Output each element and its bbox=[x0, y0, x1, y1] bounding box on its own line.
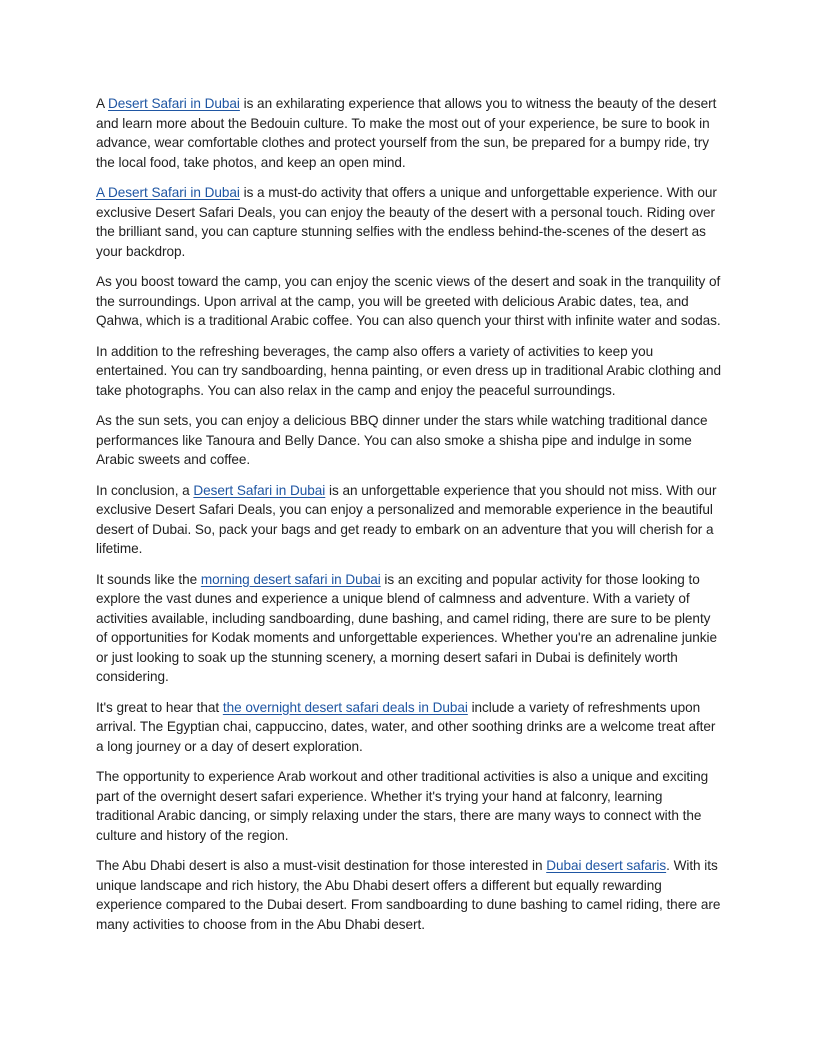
paragraph-abu-dhabi bbox=[96, 856, 722, 934]
paragraph-text: is an unforgettable experience that you should not miss. With our exclusive Desert Safari Deals, you can enjoy a personalized and memorable experience in the beautiful desert of Dubai. So, pack your bags and get ready to embark on an adventure that you will cherish for a lifetime. bbox=[96, 482, 717, 556]
paragraph-text: is an exciting and popular activity for those looking to explore the vast dunes and experience a unique blend of calmness and adventure. With a variety of activities available, including sandboarding, dune bashing, and camel riding, there are sure to be plenty of opportunities for Kodak moments and unforgettable experiences. Whether you're an adrenaline junkie or just looking to soak up the stunning scenery, a morning desert safari in Dubai is definitely worth considering. bbox=[96, 571, 717, 684]
paragraph-text: It's great to hear that bbox=[96, 699, 223, 715]
paragraph-must-do bbox=[96, 183, 722, 261]
paragraph-text: The Abu Dhabi desert is also a must-visit destination for those interested in bbox=[96, 858, 547, 873]
paragraph-conclusion bbox=[96, 481, 722, 559]
paragraph-text: include a variety of refreshments upon arrival. The Egyptian chai, cappuccino, dates, water, and other soothing drinks are a welcome treat after a long journey or a day of desert exploration. bbox=[96, 699, 716, 754]
paragraph-text: is an exhilarating experience that allows you to witness the beauty of the desert and learn more about the Bedouin culture. To make the most out of your experience, be sure to book in advance, wear comfortable clothes and protect yourself from the sun, be prepared for a bumpy ride, try the local food, take photos, and keep an open mind. bbox=[96, 96, 717, 170]
paragraph-camp-arrival: As you boost toward the camp, you can enjoy the scenic views of the desert and soak in the tranquility of the surroundings. Upon arrival at the camp, you will be greeted with delicious Arabic dates, tea, and Qahwa, which is a traditional Arabic coffee. You can also quench your thirst with infinite water and sodas. bbox=[96, 274, 721, 328]
link-overnight-desert-safari-deals[interactable]: the overnight desert safari deals in Dubai bbox=[222, 699, 468, 715]
paragraph-text: . With its unique landscape and rich history, the Abu Dhabi desert offers a different but equally rewarding experience compared to the Dubai desert. From sandboarding to dune bashing to camel riding, there are many activities to choose from in the Abu Dhabi desert. bbox=[96, 858, 721, 932]
paragraph-overnight-refreshments bbox=[96, 698, 722, 757]
link-desert-safari-in-dubai[interactable]: Desert Safari in Dubai bbox=[108, 96, 240, 111]
paragraph-arab-workout: The opportunity to experience Arab workout and other traditional activities is also a unique and exciting part of the overnight desert safari experience. Whether it's trying your hand at falconry, learning traditional Arabic dancing, or simply relaxing under the stars, there are many ways to connect with the culture and history of the region. bbox=[96, 769, 709, 843]
paragraph-text: A bbox=[96, 96, 108, 111]
link-dubai-desert-safaris[interactable]: Dubai desert safaris bbox=[546, 858, 667, 873]
paragraph-sunset-dinner: As the sun sets, you can enjoy a delicious BBQ dinner under the stars while watching traditional dance performances like Tanoura and Belly Dance. You can also smoke a shisha pipe and indulge in some Arabic sweets and coffee. bbox=[96, 413, 708, 467]
link-a-desert-safari-in-dubai[interactable]: A Desert Safari in Dubai bbox=[96, 185, 240, 200]
paragraph-activities: In addition to the refreshing beverages, the camp also offers a variety of activities to keep you entertained. You can try sandboarding, henna painting, or even dress up in traditional Arabic clothing and take photographs. You can also relax in the camp and enjoy the peaceful surroundings. bbox=[96, 343, 721, 398]
paragraph-text: It sounds like the bbox=[96, 571, 201, 587]
document-body bbox=[96, 94, 722, 945]
paragraph-intro bbox=[96, 94, 722, 172]
link-desert-safari-in-dubai-conclusion[interactable]: Desert Safari in Dubai bbox=[193, 482, 326, 498]
paragraph-text: In conclusion, a bbox=[96, 482, 194, 498]
paragraph-morning-safari bbox=[96, 570, 722, 687]
paragraph-text: is a must-do activity that offers a unique and unforgettable experience. With our exclusive Desert Safari Deals, you can enjoy the beauty of the desert with a personal touch. Riding over the brilliant sand, you can capture stunning selfies with the endless behind-the-scenes of the desert as your backdrop. bbox=[96, 185, 717, 259]
link-morning-desert-safari[interactable]: morning desert safari in Dubai bbox=[200, 571, 381, 587]
